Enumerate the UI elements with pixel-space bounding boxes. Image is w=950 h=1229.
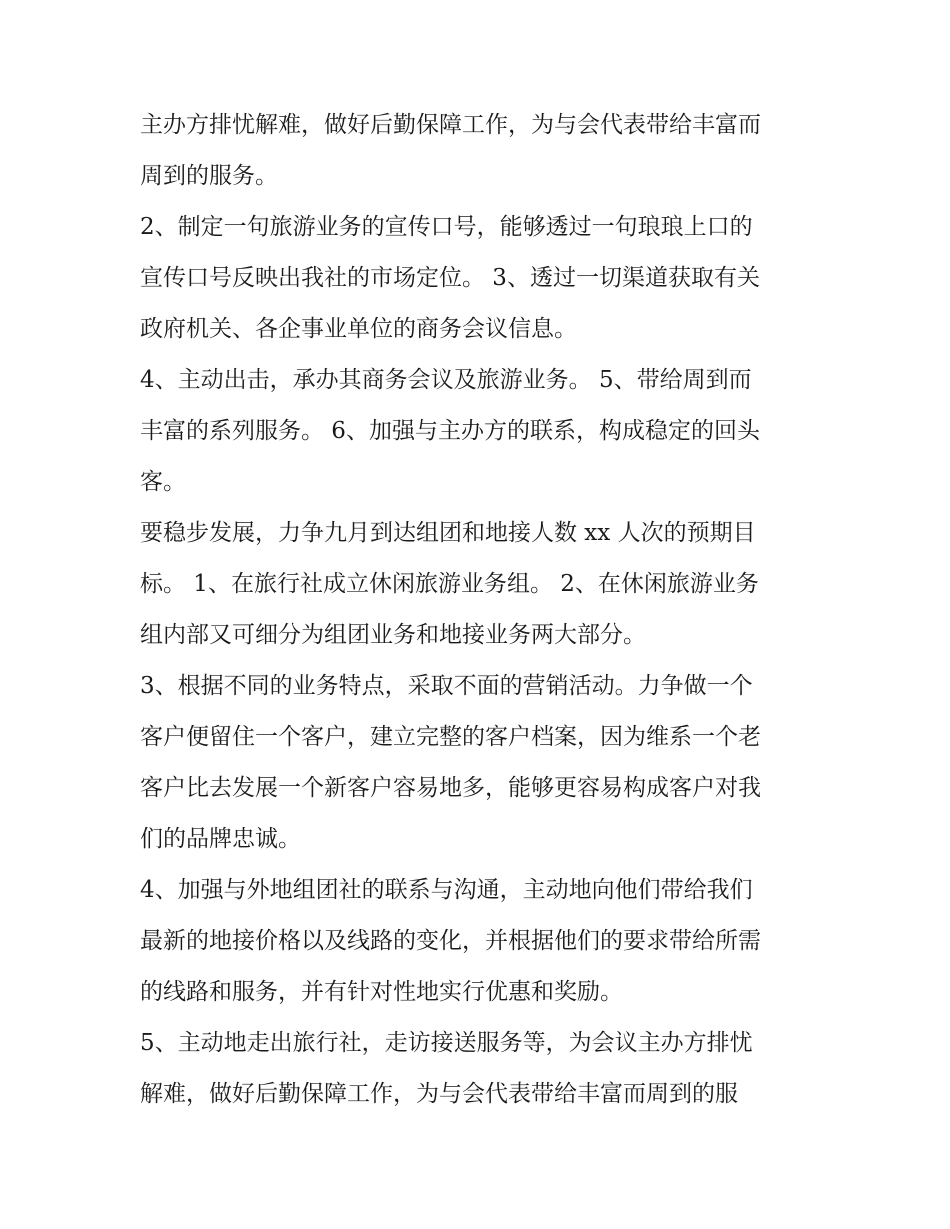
text-line: 4、主动出击，承办其商务会议及旅游业务。 5、带给周到而 xyxy=(140,367,752,393)
text-line: 组内部又可细分为组团业务和地接业务两大部分。 xyxy=(140,622,646,648)
text-line: 政府机关、各企事业单位的商务会议信息。 xyxy=(140,316,577,342)
text-line: 最新的地接价格以及线路的变化，并根据他们的要求带给所需 xyxy=(140,928,761,954)
text-line: 客。 xyxy=(140,469,186,495)
text-line: 的线路和服务，并有针对性地实行优惠和奖励。 xyxy=(140,979,623,1005)
text-line: 解难，做好后勤保障工作，为与会代表带给丰富而周到的服 xyxy=(140,1081,738,1107)
text-line: 周到的服务。 xyxy=(140,163,278,189)
text-line: 2、制定一句旅游业务的宣传口号，能够透过一句琅琅上口的 xyxy=(140,214,753,240)
text-line: 丰富的系列服务。 6、加强与主办方的联系，构成稳定的回头 xyxy=(140,418,760,444)
text-line: 要稳步发展，力争九月到达组团和地接人数 xx 人次的预期目 xyxy=(140,520,756,546)
text-line: 们的品牌忠诚。 xyxy=(140,826,301,852)
text-line: 3、根据不同的业务特点，采取不面的营销活动。力争做一个 xyxy=(140,673,753,699)
text-line: 客户便留住一个客户，建立完整的客户档案，因为维系一个老 xyxy=(140,724,761,750)
text-line: 客户比去发展一个新客户容易地多，能够更容易构成客户对我 xyxy=(140,775,761,801)
text-line: 5、主动地走出旅行社，走访接送服务等，为会议主办方排忧 xyxy=(140,1030,753,1056)
text-line: 标。 1、在旅行社成立休闲旅游业务组。 2、在休闲旅游业务 xyxy=(140,571,759,597)
text-line: 主办方排忧解难，做好后勤保障工作，为与会代表带给丰富而 xyxy=(140,112,761,138)
text-line: 宣传口号反映出我社的市场定位。 3、透过一切渠道获取有关 xyxy=(140,265,760,291)
document-body xyxy=(140,100,820,1120)
text-line: 4、加强与外地组团社的联系与沟通，主动地向他们带给我们 xyxy=(140,877,753,903)
